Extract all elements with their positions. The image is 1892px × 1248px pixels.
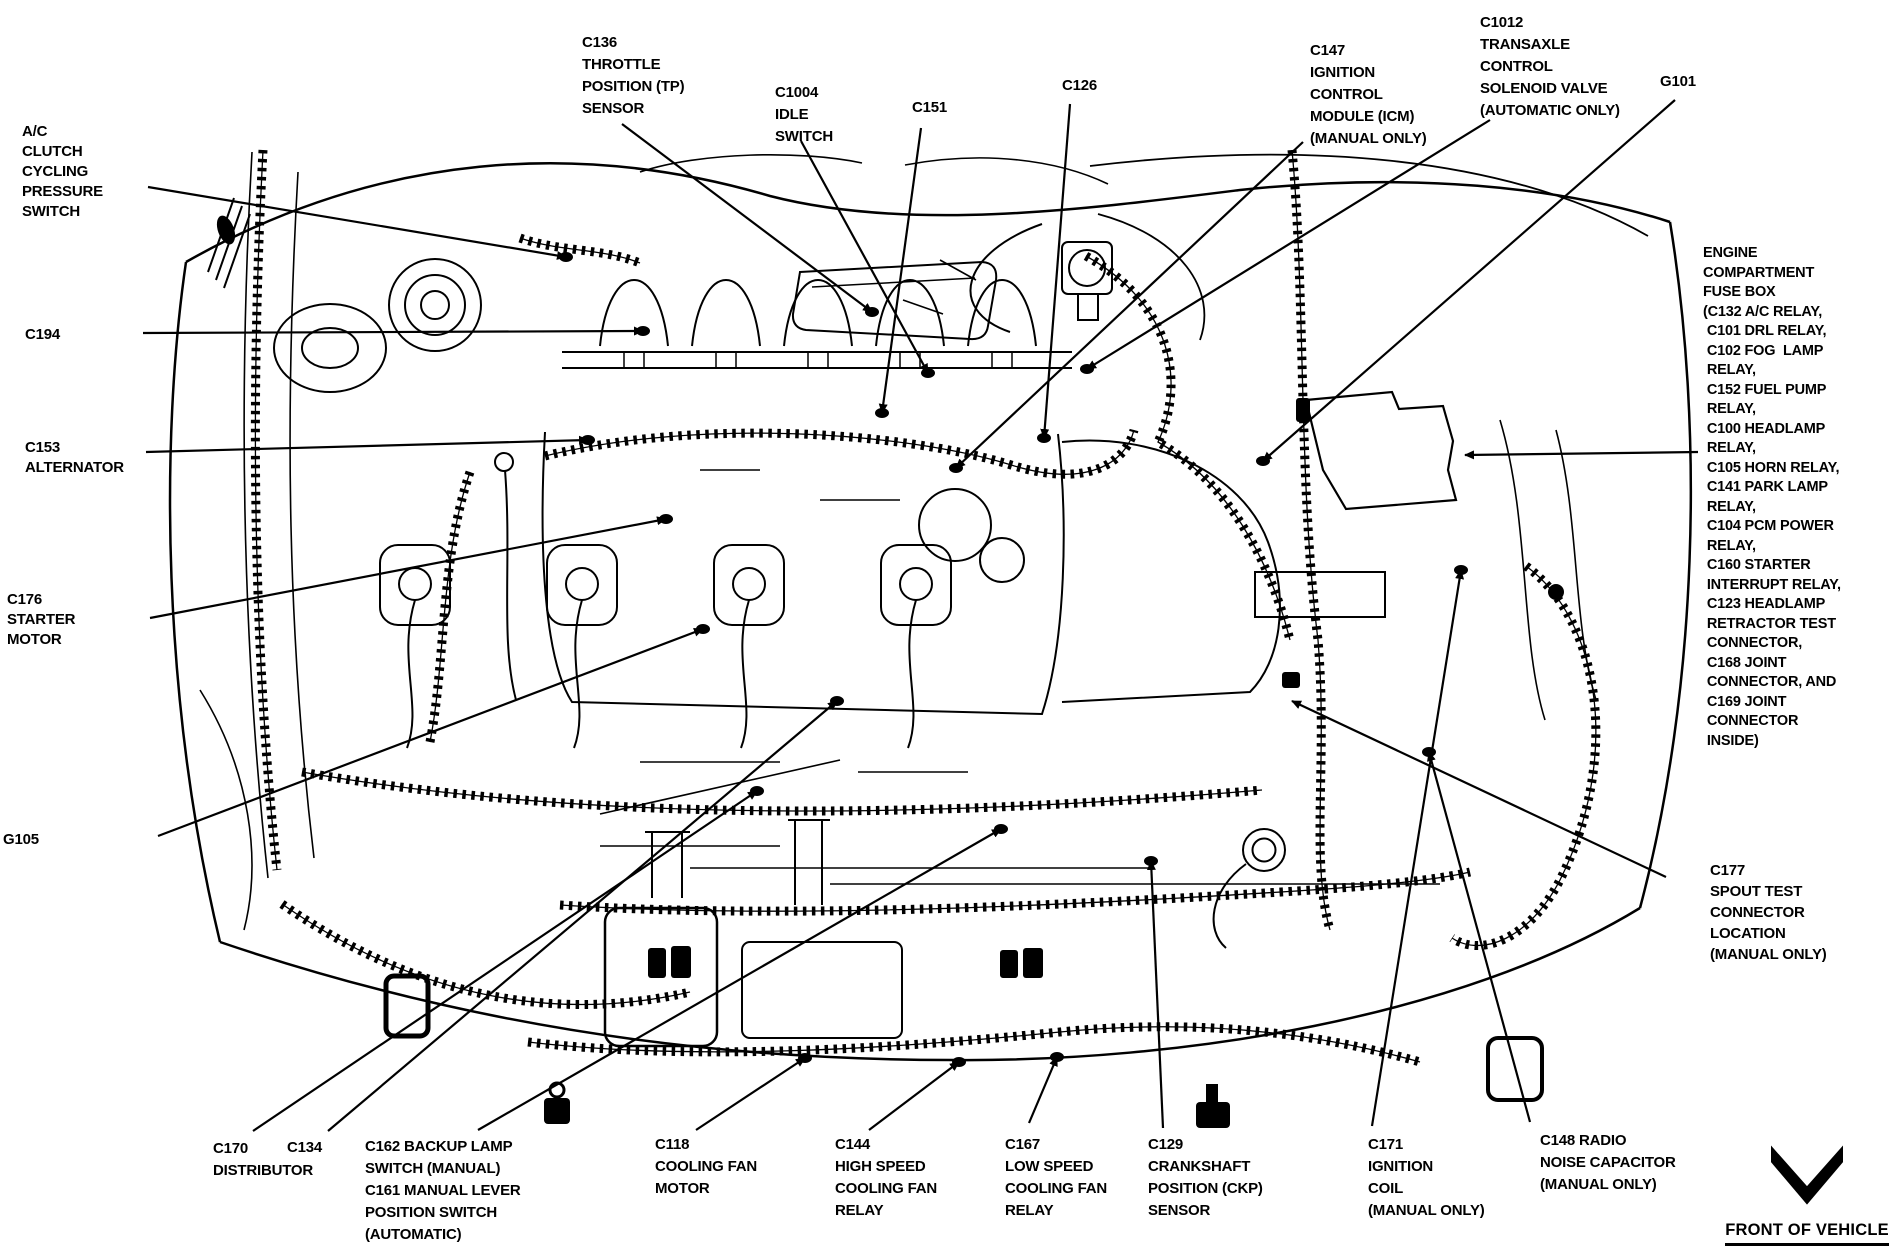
leader-g101 (1263, 100, 1675, 461)
leader-c118-cooling-fan-motor (696, 1058, 805, 1130)
leader-layer (143, 100, 1698, 1131)
front-of-vehicle-label: FRONT OF VEHICLE (1725, 1221, 1889, 1246)
leader-c147-icm (956, 142, 1303, 468)
detail-lines (600, 155, 1596, 905)
fuse-box (1296, 392, 1456, 509)
harness-tubes (255, 150, 1595, 1062)
bay-outline-lines (170, 152, 1691, 1060)
leader-engine-compartment-fuse-box (1465, 452, 1698, 455)
leader-c171-ignition-coil (1372, 570, 1461, 1126)
label-c134: C134 (287, 1139, 323, 1156)
label-c144-high-speed-fan-relay: C144 HIGH SPEED COOLING FAN RELAY (835, 1136, 937, 1219)
leader-c1012-transaxle-solenoid (1087, 120, 1490, 369)
label-c153-alternator: C153 ALTERNATOR (25, 439, 124, 476)
leader-c151 (882, 128, 921, 413)
leader-ac-clutch-cycling-pressure-switch (148, 187, 566, 257)
label-c177-spout-test: C177 SPOUT TEST CONNECTOR LOCATION (MANUAL ONLY) (1710, 862, 1827, 963)
label-c170-distributor: C170 DISTRIBUTOR (213, 1140, 314, 1179)
leader-c1004-idle-switch (801, 141, 928, 373)
leader-g105 (158, 629, 703, 836)
label-c148-radio-noise-capacitor: C148 RADIO NOISE CAPACITOR (MANUAL ONLY) (1540, 1132, 1676, 1193)
leader-c144-high-speed-fan-relay (869, 1062, 959, 1130)
label-c176-starter-motor: C176 STARTER MOTOR (7, 591, 76, 648)
label-c126: C126 (1062, 77, 1098, 94)
leader-c153-alternator (146, 440, 588, 452)
label-c147-icm: C147 IGNITION CONTROL MODULE (ICM) (MANUAL ONLY) (1310, 42, 1427, 147)
label-ac-clutch-cycling-pressure-switch: A/C CLUTCH CYCLING PRESSURE SWITCH (22, 123, 103, 220)
label-c136-tp-sensor: C136 THROTTLE POSITION (TP) SENSOR (582, 34, 685, 117)
label-c1004-idle-switch: C1004 IDLE SWITCH (775, 84, 833, 145)
label-c167-low-speed-fan-relay: C167 LOW SPEED COOLING FAN RELAY (1005, 1136, 1107, 1219)
label-c129-ckp-sensor: C129 CRANKSHAFT POSITION (CKP) SENSOR (1148, 1136, 1263, 1219)
label-engine-compartment-fuse-box: ENGINE COMPARTMENT FUSE BOX (C132 A/C RELAY, C101 DRL RELAY, C102 FOG LAMP RELAY, C152 FUEL PUMP RELAY, C100 HEADLAMP RELAY, C105 HORN RELAY, C141 PARK LAMP RELAY, C104 PCM POWER RELAY, C160 STARTER INTERRUPT RELAY, C123 HEADLAMP RETRACTOR TEST CONNECTOR, C168 JOINT CONNECTOR, AND C169 JOINT CONNECTOR INSIDE) (1703, 245, 1841, 749)
leader-c126 (1044, 104, 1070, 438)
label-g105: G105 (3, 831, 39, 848)
label-c1012-transaxle-solenoid: C1012 TRANSAXLE CONTROL SOLENOID VALVE (AUTOMATIC ONLY) (1480, 14, 1620, 119)
leader-c136-tp-sensor (622, 124, 872, 312)
label-c118-cooling-fan-motor: C118 COOLING FAN MOTOR (655, 1136, 757, 1197)
label-c151: C151 (912, 99, 948, 116)
leader-c177-spout-test (1292, 701, 1666, 877)
engine-block (274, 214, 1385, 948)
label-c194: C194 (25, 326, 61, 343)
front-arrow-icon (1762, 1140, 1852, 1212)
label-c162-c161-switches: C162 BACKUP LAMP SWITCH (MANUAL) C161 MANUAL LEVER POSITION SWITCH (AUTOMATIC) (365, 1138, 521, 1243)
label-c171-ignition-coil: C171 IGNITION COIL (MANUAL ONLY) (1368, 1136, 1485, 1219)
leader-c167-low-speed-fan-relay (1029, 1057, 1057, 1123)
leader-c194 (143, 331, 643, 333)
lower-assemblies (386, 908, 1542, 1128)
connector-blobs (559, 252, 1564, 1067)
label-g101: G101 (1660, 73, 1696, 90)
leader-c134 (328, 701, 837, 1131)
leader-c162-c161-switches (478, 829, 1001, 1130)
leader-c148-radio-noise-capacitor (1429, 752, 1530, 1122)
front-of-vehicle-marker (1722, 1140, 1892, 1246)
